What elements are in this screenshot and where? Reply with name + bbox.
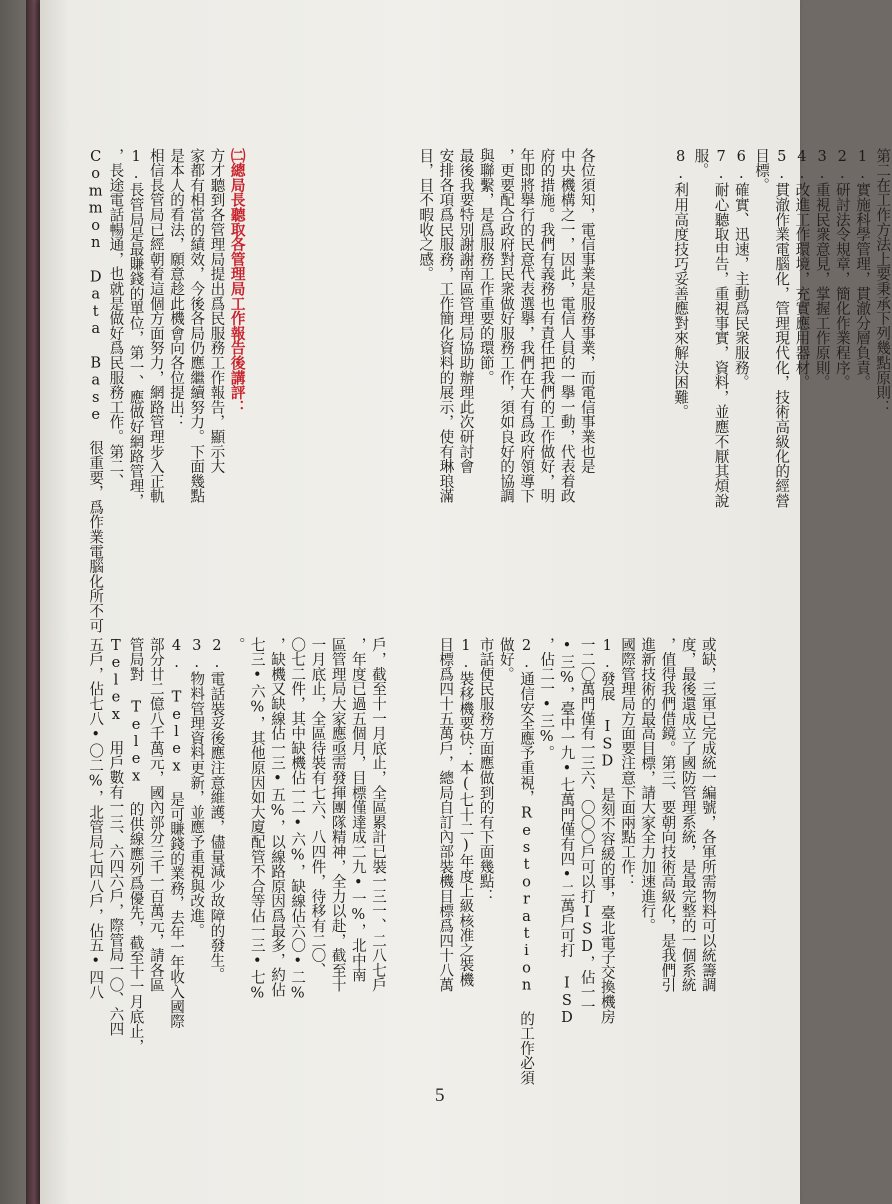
page-number: 5 [435, 1085, 445, 1106]
text-line: 相信長管局已經朝着這個方面努力，網路管理步入正軌 [147, 148, 165, 504]
text-line: 第二在工作方法上要秉承下列幾點原則： [874, 148, 892, 415]
text-line: 3.重視民衆意見，掌握工作原則。 [813, 148, 831, 390]
bottom-text-block-2 [85, 637, 388, 1053]
text-line: 2.研討法令規章，簡化作業程序。 [833, 148, 851, 390]
text-line: 4. Telex 是可賺錢的業務，去年一年收入國際 [168, 637, 186, 1029]
text-line: 安排各項爲民服務，工作簡化資料的展示，使有琳琅滿 [437, 148, 455, 504]
text-line: 6.確實、迅速，主動爲民衆服務。 [732, 148, 750, 390]
text-line: 一二〇萬門僅有一三六、〇〇〇戶可以打ISD，佔一一 [578, 637, 596, 1015]
text-line: 1.裝移機要快：本(七十二)年度上級核准之裝機 [457, 637, 475, 987]
text-line: 國際管理局方面要注意下面兩點工作： [619, 637, 637, 889]
top-text-block-2 [415, 148, 597, 503]
text-line: 8.利用高度技巧妥善應對來解決困難。 [672, 148, 690, 420]
text-line: ，長途電話暢通，也就是做好爲民服務工作。第二、 [107, 148, 125, 489]
top-text-block [670, 148, 892, 508]
text-line: 與聯繫，是爲服務工作重要的環節。 [477, 148, 495, 385]
text-line: 2.電話裝妥後應注意維護，儘量減少故障的發生。 [208, 637, 226, 983]
text-line: 是本人的看法，願意趁此機會向各位提出： [168, 148, 186, 430]
text-line: 進新技術的最高目標，請大家全力加速進行。 [639, 637, 657, 933]
text-line: ，佔二一•三%。 [538, 637, 556, 761]
top-text-block-3 [85, 148, 247, 633]
section-heading: ㈡總局長聽取各管理局工作報告後講評： [228, 148, 246, 415]
text-line: 一月底止，全區待裝有七六、八四件，待移有二〇、 [309, 637, 327, 978]
text-line: 做好。 [497, 637, 515, 682]
bottom-text-block [435, 637, 718, 1085]
text-line: 目標爲四十五萬戶，總局自訂內部裝機目標爲四十八萬 [437, 637, 455, 993]
text-line: 區管理局大家應亟需發揮團隊精神，全力以赴，截至十 [329, 637, 347, 993]
text-line: 2.通信安全應予重視，Restoration 的工作必須 [518, 637, 536, 1085]
text-line: 〇七二件，其中缺機佔一二•六%，缺線佔六〇•二% [289, 637, 307, 1002]
text-line: 部分廿二億八千萬元，國內部分三千一百萬元，請各區 [147, 637, 165, 993]
text-line: 七三•六%，其他原因如大廈配管不合等佔一三•七% [248, 637, 266, 1002]
text-line: 戶，截至十一月底止，全區累計已裝一三一、二八七戶 [370, 637, 388, 993]
text-line: 或缺，三軍已完成統一編號，各軍所需物料可以統籌調 [699, 637, 717, 993]
book-spine [26, 0, 40, 1204]
text-line: Common Data Base 很重要，爲作業電腦化所不可 [87, 148, 105, 633]
text-line: 家都有相當的績效，今後各局仍應繼續努力。下面幾點 [188, 148, 206, 504]
book-page [40, 0, 892, 1204]
text-line: 1.發展 ISD 是刻不容緩的事，臺北電子交換機房 [598, 637, 616, 1024]
text-line: 年即將擧行的民意代表選擧，我們在大有爲政府領導下 [518, 148, 536, 504]
text-line: 4.改進工作環境，充實應用器材。 [793, 148, 811, 390]
text-line: 方才聽到各管理局提出爲民服務工作報告，顯示大 [208, 148, 226, 474]
text-line: ，更要配合政府對民衆做好服務工作，須如良好的協調 [498, 148, 516, 504]
text-line: ，值得我們借鏡。第三、要朝向技術高級化，是我們引 [659, 637, 677, 993]
text-line: •三%，臺中一九•七萬門僅有四•二萬戶可打 ISD [558, 637, 576, 1027]
text-line: 最後我要特別謝謝南區管理局協助辦理此次研討會 [457, 148, 475, 474]
text-line: 目，目不暇收之感。 [417, 148, 435, 282]
text-line: 五戶，佔七八•〇二%，北管局七四八戶，佔五•四八 [87, 637, 105, 1000]
text-line: 7.耐心聽取申告，重視事實，資料，並應不厭其煩說 [712, 148, 730, 508]
text-line: 1.長管局是最賺錢的單位，第一、應做好網路管理， [127, 148, 145, 508]
text-line: 5.貫澈作業電腦化，管理現代化，技術高級化的經營 [773, 148, 791, 508]
text-line: 管局對 Telex 的供線應列爲優先，截至十一月底止， [127, 637, 145, 1054]
text-line: ，缺機又缺線佔一三•五%，以線路原因爲最多，約佔 [269, 637, 287, 997]
text-line: 市話便民服務方面應做到的有下面幾點： [477, 637, 495, 904]
text-line: 3.物料管理資料更新，並應予重視與改進。 [188, 637, 206, 938]
text-line: 度，最後還成立了國防管理系統，是最完整的一個系統 [679, 637, 697, 993]
text-line: ，年度已過五個月，目標僅達成二九•一%，北中南 [349, 637, 367, 983]
text-line: 目標。 [753, 148, 771, 193]
text-line: 各位須知，電信事業是服務事業，而電信事業也是 [578, 148, 596, 474]
text-line: 府的措施。我們有義務也有責任把我們的工作做好，明 [538, 148, 556, 504]
text-line: 。 [228, 637, 246, 652]
text-line: 1.實施科學管理，貫澈分層負責。 [854, 148, 872, 390]
text-line: 服。 [692, 148, 710, 178]
text-line: Telex 用戶數有一三、六四六戶，際管局一〇、六四 [107, 637, 125, 1037]
text-line: 中央機構之一，因此，電信人員的一擧一動，代表着政 [558, 148, 576, 504]
